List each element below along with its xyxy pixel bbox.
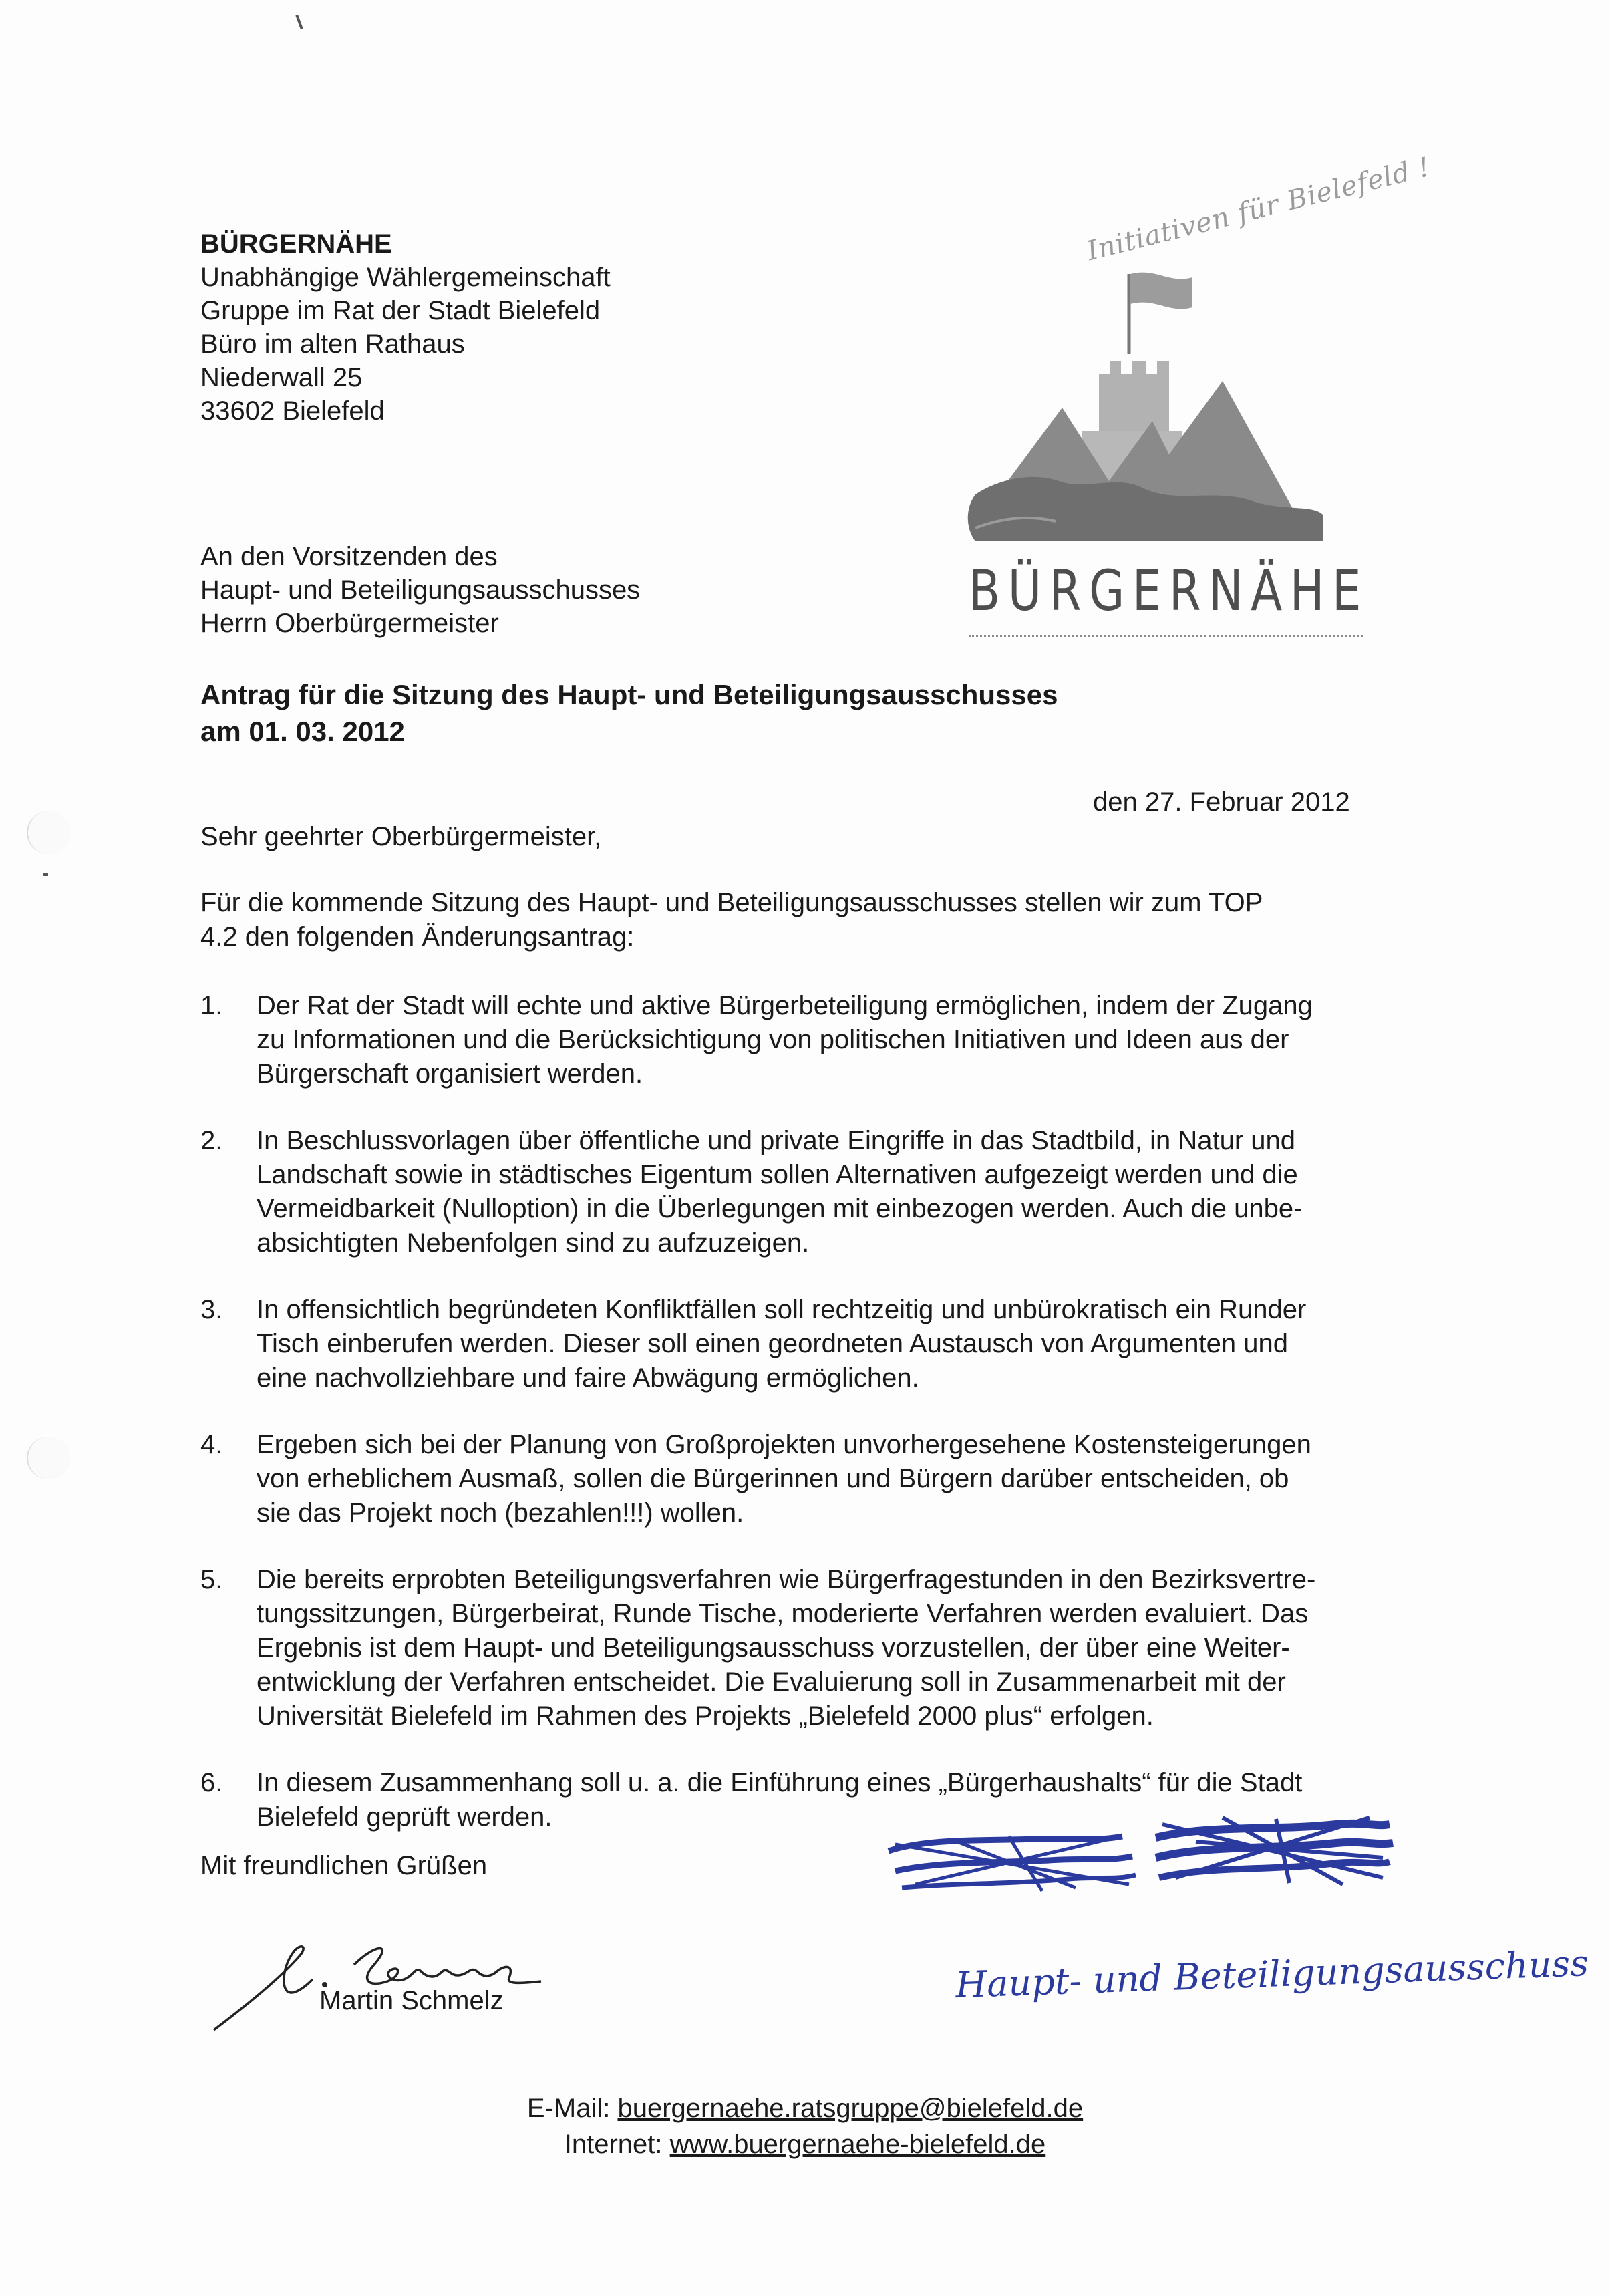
- list-item: [200, 989, 1423, 1091]
- item-line: tungssitzungen, Bürgerbeirat, Runde Tische, moderierte Verfahren werden evaluiert. Das: [257, 1599, 1309, 1628]
- intro-line: 4.2 den folgenden Änderungsantrag:: [200, 922, 635, 952]
- footer-web-row: [0, 2126, 1610, 2162]
- item-line: Bürgerschaft organisiert werden.: [257, 1059, 643, 1089]
- buergernaehe-logo: [949, 151, 1434, 641]
- item-line: Der Rat der Stadt will echte und aktive Bürgerbeteiligung ermöglichen, indem der Zugang: [257, 991, 1313, 1020]
- recipient-line: Herrn Oberbürgermeister: [200, 609, 499, 638]
- item-line: Universität Bielefeld im Rahmen des Projekts „Bielefeld 2000 plus“ erfolgen.: [257, 1701, 1154, 1731]
- closing-phrase: Mit freundlichen Grüßen: [200, 1851, 488, 1880]
- sender-line: Gruppe im Rat der Stadt Bielefeld: [200, 296, 601, 325]
- item-line: Bielefeld geprüft werden.: [257, 1802, 552, 1832]
- salutation: Sehr geehrter Oberbürgermeister,: [200, 822, 602, 851]
- item-number: 3.: [200, 1295, 223, 1324]
- item-line: entwicklung der Verfahren entscheidet. Die Evaluierung soll in Zusammenarbeit mit der: [257, 1667, 1286, 1697]
- item-line: In diesem Zusammenhang soll u. a. die Einführung eines „Bürgerhaushalts“ für die Stadt: [257, 1768, 1303, 1798]
- logo-slogan: Initiativen für Bielefeld !: [1084, 151, 1434, 267]
- item-line: Die bereits erprobten Beteiligungsverfahren wie Bürgerfragestunden in den Bezirksvertre-: [257, 1565, 1316, 1594]
- item-line: In Beschlussvorlagen über öffentliche und private Eingriffe in das Stadtbild, in Natur und: [257, 1126, 1296, 1155]
- sender-org: BÜRGERNÄHE: [200, 229, 392, 259]
- footer-contact: [0, 2090, 1610, 2162]
- subject-heading: [200, 676, 1058, 750]
- item-number: 1.: [200, 991, 223, 1020]
- list-item: [200, 1293, 1423, 1395]
- letter-date: den 27. Februar 2012: [1093, 787, 1350, 817]
- recipient-address: [200, 540, 640, 640]
- list-item: [200, 1563, 1423, 1733]
- item-line: Ergeben sich bei der Planung von Großprojekten unvorhergesehene Kostensteigerungen: [257, 1430, 1311, 1459]
- recipient-line: An den Vorsitzenden des: [200, 542, 498, 571]
- item-line: Tisch einberufen werden. Dieser soll einen geordneten Austausch von Argumenten und: [257, 1329, 1288, 1358]
- item-line: Ergebnis ist dem Haupt- und Beteiligungsausschuss vorzustellen, der über eine Weiter-: [257, 1633, 1290, 1663]
- logo-rule: [969, 635, 1363, 637]
- footer-email-row: [0, 2090, 1610, 2126]
- sender-line: Niederwall 25: [200, 363, 363, 392]
- scan-speck: [43, 873, 48, 876]
- subject-line: am 01. 03. 2012: [200, 716, 405, 747]
- item-line: sie das Projekt noch (bezahlen!!!) wollen.: [257, 1498, 744, 1528]
- sender-line: Büro im alten Rathaus: [200, 329, 465, 359]
- punch-hole-bottom: [27, 1437, 71, 1479]
- subject-line: Antrag für die Sitzung des Haupt- und Beteiligungsausschusses: [200, 679, 1058, 710]
- item-number: 6.: [200, 1768, 223, 1798]
- motion-list: [200, 989, 1423, 1867]
- punch-hole-top: [27, 811, 71, 854]
- website-link[interactable]: www.buergernaehe-bielefeld.de: [669, 2130, 1046, 2159]
- sender-line: 33602 Bielefeld: [200, 396, 385, 426]
- web-label: Internet:: [564, 2130, 670, 2159]
- scan-speck: [295, 15, 303, 29]
- item-line: von erheblichem Ausmaß, sollen die Bürgerinnen und Bürgern darüber entscheiden, ob: [257, 1464, 1289, 1493]
- sender-line: Unabhängige Wählergemeinschaft: [200, 263, 611, 292]
- logo-wordmark: BÜRGERNÄHE: [969, 558, 1370, 623]
- list-item: [200, 1124, 1423, 1260]
- item-line: In offensichtlich begründeten Konfliktfällen soll rechtzeitig und unbürokratisch ein Runder: [257, 1295, 1307, 1324]
- handwritten-annotation: [875, 1777, 1589, 2018]
- item-line: Landschaft sowie in städtisches Eigentum sollen Alternativen aufgezeigt werden und die: [257, 1160, 1298, 1189]
- recipient-line: Haupt- und Beteiligungsausschusses: [200, 575, 641, 605]
- intro-line: Für die kommende Sitzung des Haupt- und Beteiligungsausschusses stellen wir zum TOP: [200, 888, 1263, 917]
- email-label: E-Mail:: [526, 2094, 618, 2123]
- item-line: eine nachvollziehbare und faire Abwägung ermöglichen.: [257, 1363, 919, 1393]
- item-number: 5.: [200, 1565, 223, 1594]
- item-line: zu Informationen und die Berücksichtigung von politischen Initiativen und Ideen aus der: [257, 1025, 1289, 1054]
- handwriting-text: Haupt- und Beteiligungsausschuss: [955, 1942, 1589, 2007]
- intro-paragraph: [200, 886, 1376, 954]
- email-link[interactable]: buergernaehe.ratsgruppe@bielefeld.de: [617, 2094, 1084, 2123]
- signer-name: Martin Schmelz: [319, 1986, 504, 2015]
- signature-scribble: [200, 1918, 615, 2038]
- item-number: 2.: [200, 1126, 223, 1155]
- item-line: Vermeidbarkeit (Nulloption) in die Überlegungen mit einbezogen werden. Auch die unbe-: [257, 1194, 1303, 1224]
- item-line: absichtigten Nebenfolgen sind zu aufzuzeigen.: [257, 1228, 810, 1258]
- list-item: [200, 1428, 1423, 1530]
- sender-address: [200, 227, 611, 428]
- item-number: 4.: [200, 1430, 223, 1459]
- castle-mountain-icon: [949, 167, 1390, 568]
